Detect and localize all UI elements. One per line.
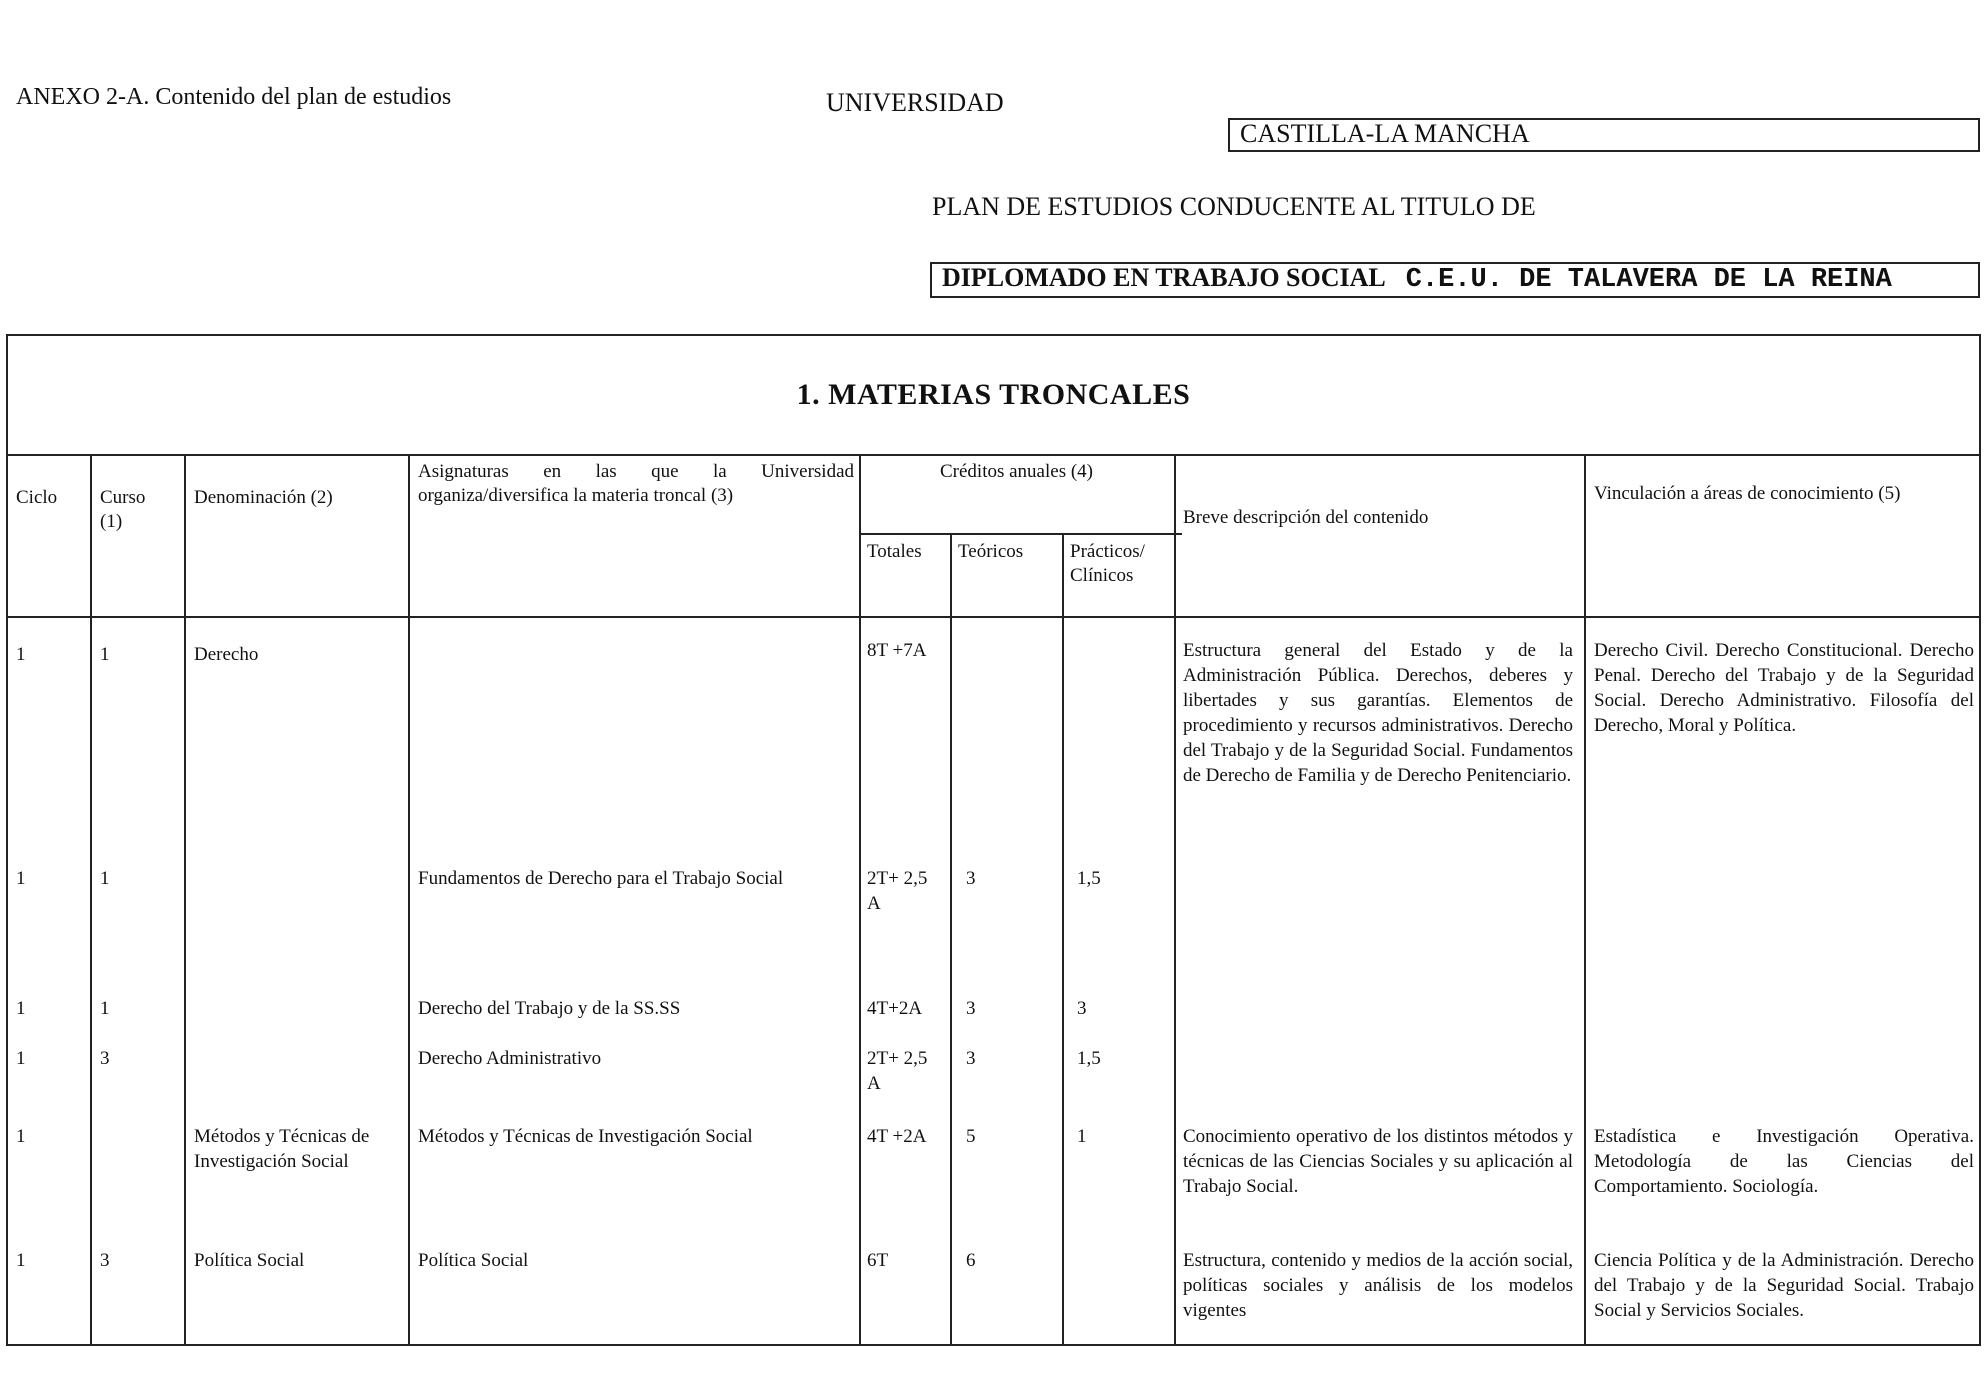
troncales-table xyxy=(6,334,1981,1346)
row-denominacion: Política Social xyxy=(194,1250,305,1271)
row-asignatura: Fundamentos de Derecho para el Trabajo Social xyxy=(418,868,784,889)
col-header-vinculacion: Vinculación a áreas de conocimiento (5) xyxy=(1594,483,1901,504)
col-divider xyxy=(1174,454,1176,1344)
university-name: CASTILLA-LA MANCHA xyxy=(1240,119,1530,148)
row-vinculacion: Estadística e Investigación Operativa. Metodología de las Ciencias del Comportamiento. Sociología. xyxy=(1594,1126,1974,1197)
row-ciclo: 1 xyxy=(16,1250,26,1271)
credits-subheader-divider xyxy=(859,533,1182,535)
row-teoricos: 3 xyxy=(966,998,976,1019)
col-divider xyxy=(90,454,92,1344)
section-title: 1. MATERIAS TRONCALES xyxy=(796,378,1191,411)
row-descripcion: Estructura general del Estado y de la Administración Pública. Derechos, deberes y libertades y sus garantías. Elementos de procedimiento y recursos administrativos. Derecho del Trabajo y de la Seguridad Social. Fundamentos de Derecho de Familia y de Derecho Penitenciario. xyxy=(1183,640,1573,786)
row-descripcion: Conocimiento operativo de los distintos métodos y técnicas de las Ciencias Sociales y su aplicación al Trabajo Social. xyxy=(1183,1126,1573,1197)
row-curso: 1 xyxy=(100,868,110,889)
col-divider xyxy=(1584,454,1586,1344)
row-teoricos: 3 xyxy=(966,1048,976,1069)
row-ciclo: 1 xyxy=(16,868,26,889)
col-header-ciclo: Ciclo xyxy=(16,487,58,508)
university-name-box xyxy=(1228,118,1980,152)
row-asignatura: Derecho Administrativo xyxy=(418,1048,602,1069)
row-vinculacion: Ciencia Política y de la Administración. Derecho del Trabajo y de la Seguridad Social. Trabajo Social y Servicios Sociales. xyxy=(1594,1250,1974,1321)
col-divider xyxy=(408,454,410,1344)
col-divider xyxy=(859,454,861,1344)
row-denominacion: Derecho xyxy=(194,644,259,665)
row-totales: 2T+ 2,5 A xyxy=(867,1048,928,1094)
row-asignatura: Derecho del Trabajo y de la SS.SS xyxy=(418,998,681,1019)
row-totales: 2T+ 2,5 A xyxy=(867,868,928,914)
row-ciclo: 1 xyxy=(16,1126,26,1147)
col-header-creditos: Créditos anuales (4) xyxy=(939,461,1093,482)
row-totales: 8T +7A xyxy=(867,640,927,661)
col-divider xyxy=(1062,533,1064,1344)
row-practicos: 1,5 xyxy=(1077,1048,1101,1069)
row-descripcion: Estructura, contenido y medios de la acción social, políticas sociales y análisis de los modelos vigentes xyxy=(1183,1250,1573,1321)
row-denominacion: Métodos y Técnicas de Investigación Social xyxy=(194,1126,370,1172)
col-divider xyxy=(950,533,952,1344)
row-totales: 4T+2A xyxy=(867,998,923,1019)
row-practicos: 3 xyxy=(1077,998,1087,1019)
row-ciclo: 1 xyxy=(16,998,26,1019)
row-asignatura: Política Social xyxy=(418,1250,529,1271)
row-teoricos: 3 xyxy=(966,868,976,889)
row-curso: 1 xyxy=(100,998,110,1019)
row-practicos: 1,5 xyxy=(1077,868,1101,889)
row-totales: 6T xyxy=(867,1250,889,1271)
row-vinculacion: Derecho Civil. Derecho Constitucional. Derecho Penal. Derecho del Trabajo y de la Seguridad Social. Derecho Administrativo. Filosofía del Derecho, Moral y Política. xyxy=(1594,640,1974,736)
row-practicos: 1 xyxy=(1077,1126,1087,1147)
degree-box xyxy=(930,262,1980,298)
col-header-curso: Curso (1) xyxy=(100,487,146,532)
plan-label: PLAN DE ESTUDIOS CONDUCENTE AL TITULO DE xyxy=(932,192,1536,221)
row-totales: 4T +2A xyxy=(867,1126,927,1147)
col-header-denominacion: Denominación (2) xyxy=(194,487,333,508)
row-curso: 1 xyxy=(100,644,110,665)
row-teoricos: 5 xyxy=(966,1126,976,1147)
row-asignatura: Métodos y Técnicas de Investigación Social xyxy=(418,1126,753,1147)
header-bottom-divider xyxy=(8,616,1979,618)
col-divider xyxy=(184,454,186,1344)
university-label: UNIVERSIDAD xyxy=(826,88,1004,117)
annex-title: ANEXO 2-A. Contenido del plan de estudios xyxy=(16,84,452,110)
row-curso: 3 xyxy=(100,1250,110,1271)
row-ciclo: 1 xyxy=(16,644,26,665)
title-divider xyxy=(8,454,1979,456)
center-name: C.E.U. DE TALAVERA DE LA REINA xyxy=(1405,265,1892,295)
col-header-descripcion: Breve descripción del contenido xyxy=(1183,507,1429,528)
col-header-practicos: Prácticos/ Clínicos xyxy=(1070,541,1145,586)
degree-name: DIPLOMADO EN TRABAJO SOCIAL xyxy=(942,263,1386,292)
row-ciclo: 1 xyxy=(16,1048,26,1069)
row-curso: 3 xyxy=(100,1048,110,1069)
col-header-asignaturas: Asignaturas en las que la Universidad organiza/diversifica la materia troncal (3) xyxy=(418,461,854,506)
col-header-totales: Totales xyxy=(867,541,922,562)
row-teoricos: 6 xyxy=(966,1250,976,1271)
col-header-teoricos: Teóricos xyxy=(958,541,1024,562)
